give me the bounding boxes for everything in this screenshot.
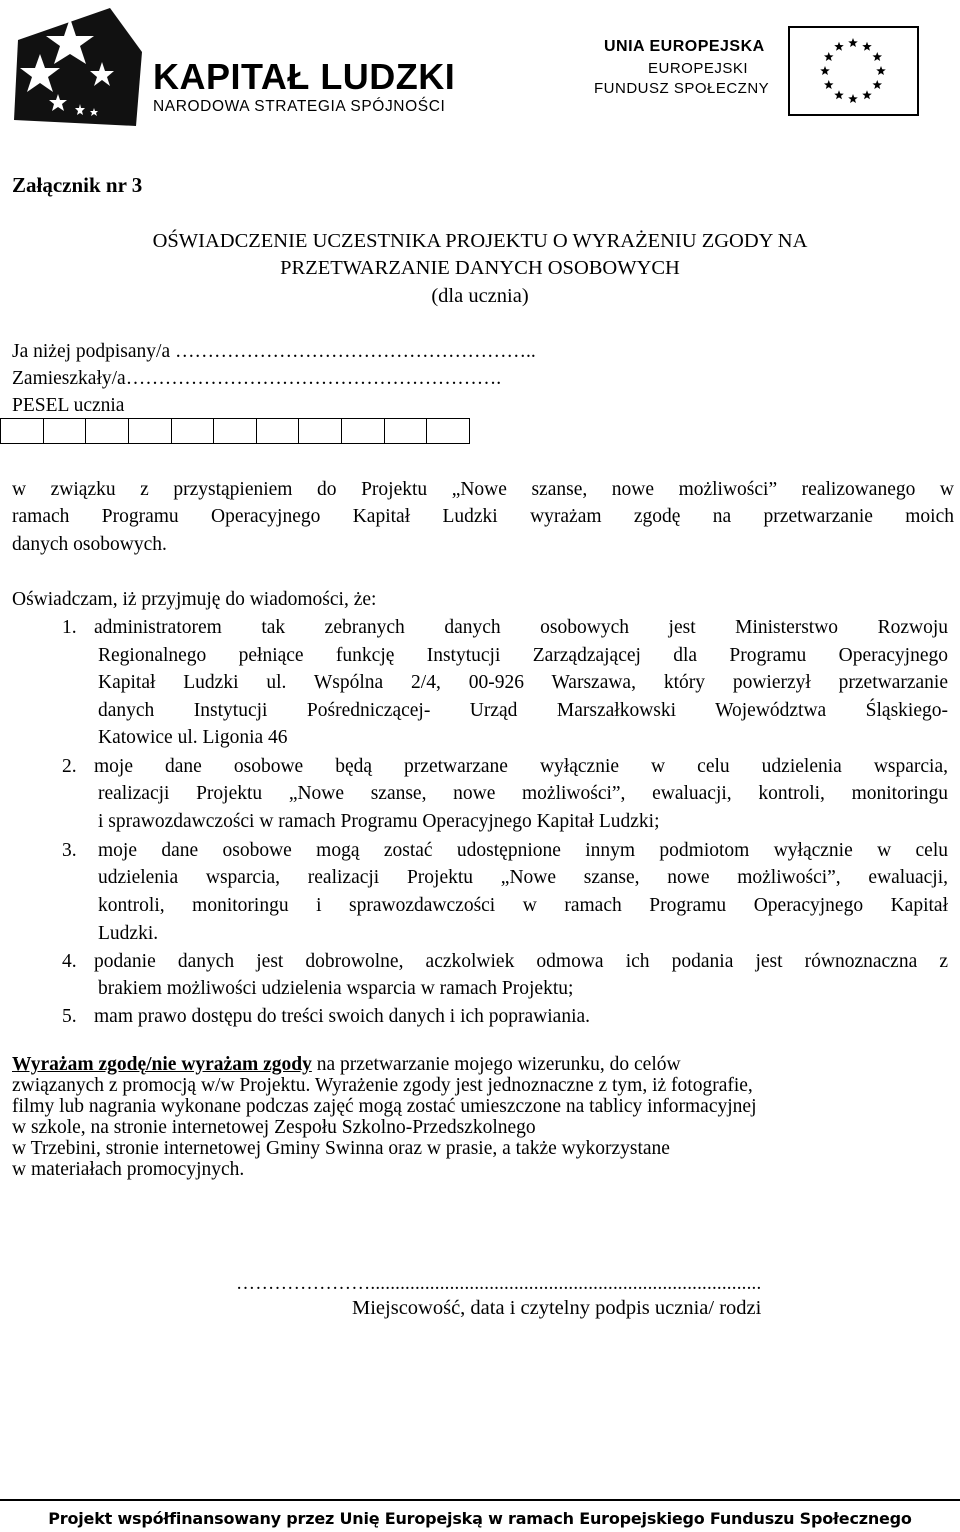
footer-divider — [0, 1499, 960, 1501]
consent-text-1: na przetwarzanie mojego wizerunku, do celów — [311, 1054, 681, 1075]
list-item-number: 2. — [62, 756, 77, 777]
kapital-ludzki-emblem-icon — [10, 8, 142, 126]
eu-flag-icon — [788, 26, 919, 116]
list-item-text: administratorem tak zebranych danych osobowych jest Ministerstwo Rozwoju — [94, 617, 948, 638]
intro-line-3: danych osobowych. — [12, 534, 167, 555]
list-item-text: kontroli, monitoringu i sprawozdawczości w ramach Programu Operacyjnego Kapitał — [98, 895, 948, 916]
eu-name: UNIA EUROPEJSKA — [604, 38, 765, 55]
pesel-digit-cell[interactable] — [256, 418, 299, 444]
declaration-heading: Oświadczam, iż przyjmuję do wiadomości, że: — [12, 589, 377, 610]
image-consent-paragraph — [12, 1054, 757, 1180]
eu-logo — [596, 26, 926, 122]
pesel-digit-cell[interactable] — [171, 418, 214, 444]
signature-label: Miejscowość, data i czytelny podpis ucznia/ rodzi — [352, 1297, 762, 1319]
eu-fund-line2: FUNDUSZ SPOŁECZNY — [594, 80, 770, 97]
eu-fund-line1: EUROPEJSKI — [648, 60, 749, 77]
consent-text-5: w Trzebini, stronie internetowej Gminy Swinna oraz w prasie, a także wykorzystane — [12, 1138, 670, 1159]
kapital-ludzki-subtitle: NARODOWA STRATEGIA SPÓJNOŚCI — [153, 98, 446, 115]
intro-line-2: ramach Programu Operacyjnego Kapitał Ludzki wyrażam zgodę na przetwarzanie moich — [12, 506, 954, 527]
annex-label: Załącznik nr 3 — [12, 173, 143, 197]
kapital-ludzki-logo — [10, 8, 465, 128]
pesel-digit-cell[interactable] — [43, 418, 86, 444]
list-item-text: podanie danych jest dobrowolne, aczkolwiek odmowa ich podania jest równoznaczna z — [94, 951, 948, 972]
list-item-text: danych Instytucji Pośredniczącej- Urząd Marszałkowski Województwa Śląskiego- — [98, 700, 948, 721]
pesel-digit-cell[interactable] — [213, 418, 256, 444]
address-field[interactable]: Zamieszkały/a…………………………………………………. — [12, 368, 502, 389]
pesel-digit-cell[interactable] — [341, 418, 384, 444]
list-item-text: Kapitał Ludzki ul. Wspólna 2/4, 00-926 Warszawa, który powierzył przetwarzanie — [98, 672, 948, 693]
list-item-text: realizacji Projektu „Nowe szanse, nowe możliwości”, ewaluacji, kontroli, monitoringu — [98, 783, 948, 804]
pesel-digit-cell[interactable] — [384, 418, 427, 444]
document-subtitle: (dla ucznia) — [431, 285, 529, 307]
list-item-number: 3. — [62, 840, 77, 861]
list-item-text: Katowice ul. Ligonia 46 — [98, 727, 288, 748]
document-title-line1: OŚWIADCZENIE UCZESTNIKA PROJEKTU O WYRAŻENIU ZGODY NA — [152, 230, 808, 252]
list-item-text: i sprawozdawczości w ramach Programu Operacyjnego Kapitał Ludzki; — [98, 811, 660, 832]
list-item-text: moje dane osobowe mogą zostać udostępnione innym podmiotom wyłącznie w celu — [98, 840, 948, 861]
pesel-digit-cell[interactable] — [128, 418, 171, 444]
list-item-text: mam prawo dostępu do treści swoich danych i ich poprawiania. — [94, 1006, 591, 1027]
pesel-digit-cell[interactable] — [85, 418, 128, 444]
list-item-text: udzielenia wsparcia, realizacji Projektu „Nowe szanse, nowe możliwości”, ewaluacji, — [98, 867, 948, 888]
name-field[interactable]: Ja niżej podpisany/a ……………………………………………….. — [12, 341, 536, 362]
pesel-digit-cell[interactable] — [0, 418, 43, 444]
pesel-digit-cell[interactable] — [426, 418, 470, 444]
consent-text-2: związanych z promocją w/w Projektu. Wyrażenie zgody jest jednoznaczne z tym, iż fotografie, — [12, 1075, 753, 1096]
list-item-number: 5. — [62, 1006, 77, 1027]
consent-text-6: w materiałach promocyjnych. — [12, 1159, 245, 1180]
footer-text: Projekt współfinansowany przez Unię Europejską w ramach Europejskiego Funduszu Społecznego — [48, 1509, 912, 1528]
pesel-label: PESEL ucznia — [12, 395, 125, 416]
consent-text-3: filmy lub nagrania wykonane podczas zajęć mogą zostać umieszczone na tablicy informacyjnej — [12, 1096, 757, 1117]
list-item-text: Ludzki. — [98, 923, 159, 944]
list-item-text: moje dane osobowe będą przetwarzane wyłącznie w celu udzielenia wsparcia, — [94, 756, 948, 777]
list-item-number: 1. — [62, 617, 77, 638]
document-title-line2: PRZETWARZANIE DANYCH OSOBOWYCH — [280, 257, 680, 279]
pesel-digit-cell[interactable] — [298, 418, 341, 444]
signature-line[interactable]: …………………............................................................................... — [236, 1273, 762, 1294]
list-item-text: brakiem możliwości udzielenia wsparcia w ramach Projektu; — [98, 978, 574, 999]
consent-text-4: w szkole, na stronie internetowej Zespołu Szkolno-Przedszkolnego — [12, 1117, 536, 1138]
pesel-input-grid[interactable] — [0, 418, 470, 444]
consent-choice[interactable]: Wyrażam zgodę/nie wyrażam zgody — [12, 1054, 312, 1075]
list-item-text: Regionalnego pełniące funkcję Instytucji Zarządzającej dla Programu Operacyjnego — [98, 645, 948, 666]
intro-line-1: w związku z przystąpieniem do Projektu „Nowe szanse, nowe możliwości” realizowanego w — [12, 479, 954, 500]
kapital-ludzki-title: KAPITAŁ LUDZKI — [153, 56, 456, 97]
list-item-number: 4. — [62, 951, 77, 972]
